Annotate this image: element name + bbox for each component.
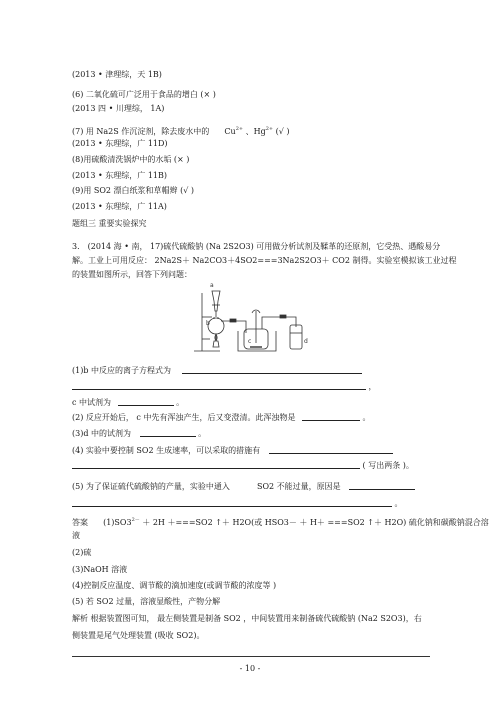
- section-heading: 题组三 重要实验探究: [72, 219, 147, 228]
- q1-blank[interactable]: [182, 365, 362, 374]
- line-2013-tianjin: (2013 • 津理综，天 1B): [72, 70, 162, 79]
- item-7-hg-charge: 2+: [265, 126, 274, 132]
- q2-text: (2) 反应开始后， c 中先有浑浊产生，后又变澄清。此浑浊物是: [72, 413, 296, 422]
- q3: [72, 428, 206, 439]
- item-7-mark: (√ ): [275, 127, 290, 136]
- q5-text-a: (5) 为了保证硫代硫酸钠的产量，实验中通入: [72, 482, 230, 491]
- item-7-text: (7) 用 Na2S 作沉淀剂，除去废水中的: [72, 127, 210, 136]
- apparatus-figure: [188, 283, 318, 355]
- footer-rule: [72, 656, 430, 657]
- explanation-1: 解析 根据装置图可知， 最左侧装置是制备 SO2 ，中间装置用来制备硫代硫酸钠 (Na2 S2O3)，右: [72, 614, 422, 623]
- bottle-d: [290, 325, 302, 349]
- answer-1-charge: 2－: [131, 517, 140, 523]
- answer-5: (5) 若 SO2 过量，溶液显酸性，产物分解: [72, 597, 221, 606]
- label-a: a: [210, 283, 214, 289]
- label-c: c: [248, 338, 252, 345]
- answer-1-start: (1)SO3: [103, 518, 132, 527]
- q2: [72, 412, 371, 423]
- label-d: d: [304, 338, 308, 345]
- label-b: b: [206, 320, 210, 327]
- q3-end: 。: [198, 429, 207, 438]
- item-7-cu: Cu: [224, 127, 236, 136]
- q1-text: (1)b 中反应的离子方程式为: [72, 366, 171, 375]
- q1-blank-2[interactable]: [72, 381, 366, 390]
- q1b-blank[interactable]: [118, 397, 174, 406]
- answer-label: 答案: [72, 518, 88, 527]
- line-2013-sichuan: (2013 四 • 川理综， 1A): [72, 104, 165, 113]
- item-7-hg: 、Hg: [245, 127, 266, 136]
- line-2013-guangdong-11b: (2013 • 东理综，广 11B): [72, 171, 168, 180]
- answer-4: (4)控制反应温度、调节酸的滴加速度(或调节酸的浓度等 ): [72, 581, 277, 590]
- question-3-line-1: 3． (2014 海 • 南， 17)硫代硫酸钠 (Na 2S2O3) 可用做分析试剂及鞣革的还原剂，它受热、遇酸易分: [72, 242, 441, 251]
- q2-end: 。: [362, 413, 371, 422]
- item-6: (6) 二氧化硫可广泛用于食品的增白 (× ): [72, 90, 216, 99]
- q4-blank[interactable]: [269, 445, 393, 454]
- q4-tail: ( 写出两条 )。: [362, 461, 414, 470]
- q4-line2: [72, 460, 414, 471]
- q3-text: (3)d 中的试剂为: [72, 429, 131, 438]
- q1: [72, 365, 362, 376]
- item-7: [72, 124, 290, 137]
- funnel-a: [212, 291, 220, 311]
- line-2013-guangdong-11a: (2013 • 东理综，广 11A): [72, 202, 167, 211]
- question-3-line-3: 的装置如图所示，回答下列问题：: [72, 270, 192, 279]
- q5-blank-2[interactable]: [72, 498, 392, 507]
- answer-1-cont: 液: [72, 531, 80, 540]
- q2-blank[interactable]: [302, 412, 360, 421]
- q1b: [72, 397, 184, 408]
- tube-b-c: [221, 321, 246, 333]
- q1-line2: [72, 381, 377, 392]
- answer-1-rest: ＋ 2H ＋===SO2 ↑＋ H2O(或 HSO3－ ＋ H＋ ===SO2 ↑＋ H2O) 硫化钠和碳酸钠混合溶: [142, 518, 489, 527]
- page-number: - 10 -: [239, 664, 261, 673]
- q1b-end: 。: [176, 398, 185, 407]
- q4-blank-2[interactable]: [72, 460, 360, 469]
- explanation-2: 侧装置是尾气处理装置 (吸收 SO2)。: [72, 631, 205, 640]
- answer-3: (3)NaOH 溶液: [72, 565, 128, 574]
- answer-1: [72, 515, 489, 528]
- q5-text-b: SO2 不能过量，原因是: [256, 482, 341, 491]
- flask-b: [208, 318, 224, 334]
- q4: [72, 445, 393, 456]
- q3-blank[interactable]: [140, 428, 196, 437]
- answer-2: (2)硫: [72, 548, 92, 557]
- burner: [213, 341, 219, 347]
- q5: [72, 481, 415, 492]
- line-2013-guangdong-11d: (2013 • 东理综，广 11D): [72, 139, 168, 148]
- q4-text: (4) 实验中要控制 SO2 生成速率，可以采取的措施有: [72, 446, 261, 455]
- item-7-cu-charge: 2+: [235, 126, 244, 132]
- q1b-text: c 中试剂为: [72, 398, 112, 407]
- question-3-line-2: 解。工业上可用反应： 2Na2S＋ Na2CO3＋4SO2===3Na2S2O3＋ CO2 制得。实验室模拟该工业过程: [72, 256, 457, 265]
- tube-c-d: [262, 317, 296, 329]
- q1-end: ，: [368, 382, 377, 391]
- item-8: (8)用硫酸清洗锅炉中的水垢 (× ): [72, 155, 190, 164]
- q5-blank[interactable]: [349, 481, 415, 490]
- q5-line2: 。: [72, 498, 403, 509]
- item-9: (9)用 SO2 漂白纸浆和草帽辫 (√ ): [72, 186, 194, 195]
